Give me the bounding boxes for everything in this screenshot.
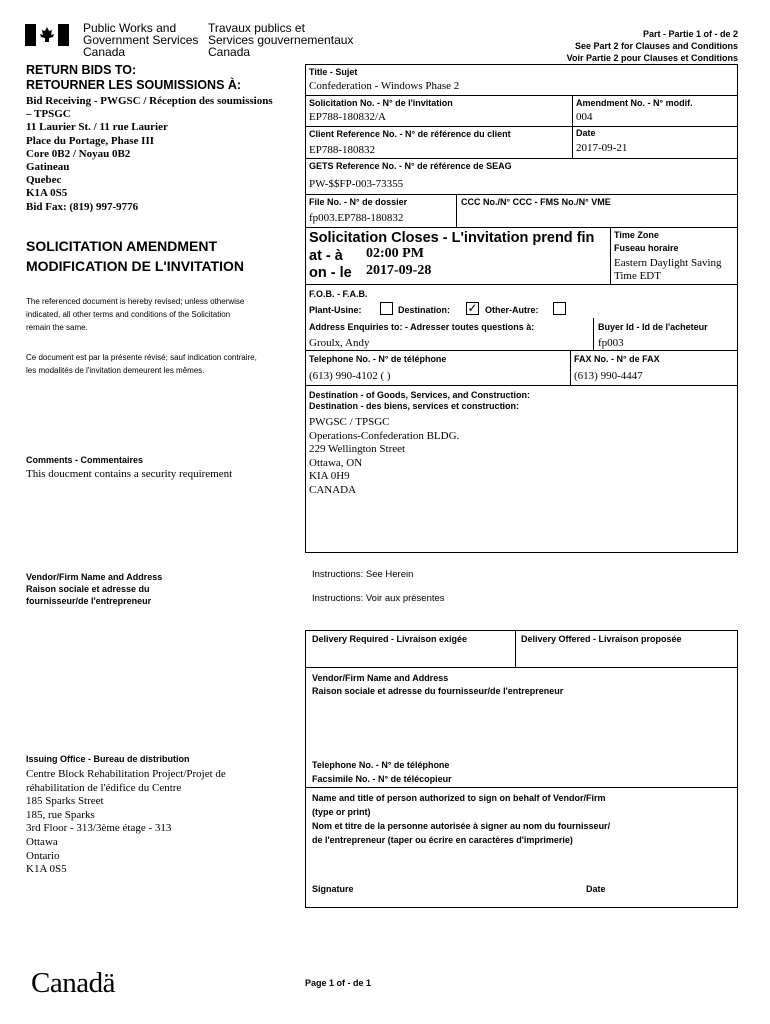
closes-time-value: 02:00 PM — [366, 246, 424, 261]
other-autre-checkbox[interactable] — [553, 302, 566, 315]
title-value: Confederation - Windows Phase 2 — [309, 80, 460, 92]
destination-label: Destination: — [398, 305, 451, 315]
closes-on-label: on - le — [309, 265, 352, 281]
page-number: Page 1 of - de 1 — [305, 978, 372, 988]
solicitation-no-label: Solicitation No. - N° de l'invitation — [309, 98, 453, 108]
amendment-no-label: Amendment No. - N° modif. — [576, 98, 693, 108]
issuing-office-address: Centre Block Rehabilitation Project/Projet de réhabilitation de l'édifice du Centre 185 Sparks Street 185, rue Sparks 3rd Floor - 313/3ème étage - 313 Ottawa Ontario K1A 0S5 — [26, 768, 226, 876]
amendment-note-fr: Ce document est par la présente révisé; sauf indication contraire, les modalités de l'invitation demeurent les mêmes. — [26, 353, 257, 375]
destination-goods-label: Destination - of Goods, Services, and Construction: Destination - des biens, services et construction: — [309, 390, 531, 411]
other-autre-label: Other-Autre: — [485, 305, 539, 315]
instructions-en: Instructions: See Herein — [312, 569, 414, 580]
checkmark-icon: ✓ — [467, 301, 478, 315]
buyer-id-label: Buyer Id - Id de l'acheteur — [598, 322, 708, 332]
address-enquiries-value: Groulx, Andy — [309, 337, 370, 349]
telephone-label: Telephone No. - N° de téléphone — [309, 354, 447, 364]
dept-name-fr: Travaux publics et Services gouvernementaux Canada — [208, 21, 354, 59]
delivery-required-label: Delivery Required - Livraison exigée — [312, 634, 468, 644]
telephone-value: (613) 990-4102 ( ) — [309, 370, 391, 382]
authorized-person-label: Name and title of person authorized to sign on behalf of Vendor/Firm (type or print) Nom et titre de la personne autorisée à signer au nom du fournisseur/ de l'entrepreneur (taper ou écrire en caractères d'imprimerie) — [312, 793, 611, 845]
fob-label: F.O.B. - F.A.B. — [309, 289, 368, 299]
gets-ref-value: PW-$$FP-003-73355 — [309, 178, 404, 190]
gets-ref-label: GETS Reference No. - N° de référence de SEAG — [309, 161, 512, 171]
issuing-office-label: Issuing Office - Bureau de distribution — [26, 754, 190, 764]
vendor-name-address-label: Vendor/Firm Name and Address Raison sociale et adresse du fournisseur/de l'entrepreneur — [312, 673, 564, 696]
vendor-telephone-label: Telephone No. - N° de téléphone Facsimile No. - N° de télécopieur — [312, 760, 452, 784]
closes-date-value: 2017-09-28 — [366, 263, 432, 278]
file-no-label: File No. - N° de dossier — [309, 197, 408, 207]
fax-label: FAX No. - N° de FAX — [574, 354, 660, 364]
closes-at-label: at - à — [309, 248, 343, 264]
delivery-offered-label: Delivery Offered - Livraison proposée — [521, 634, 682, 644]
plant-usine-checkbox[interactable] — [380, 302, 393, 315]
time-zone-label: Time Zone Fuseau horaire — [614, 230, 679, 253]
signature-date-label: Date — [586, 884, 606, 894]
ccc-no-label: CCC No./N° CCC - FMS No./N° VME — [461, 197, 611, 207]
canada-flag-icon — [25, 24, 69, 46]
part-indicator: Part - Partie 1 of - de 2 See Part 2 for Clauses and Conditions Voir Partie 2 pour Clauses et Conditions — [566, 29, 738, 63]
amendment-no-value: 004 — [576, 111, 593, 123]
canada-wordmark: Canadä — [31, 967, 115, 999]
instructions-fr: Instructions: Voir aux présentes — [312, 593, 445, 604]
solicitation-closes-title: Solicitation Closes - L'invitation prend fin — [309, 230, 595, 246]
plant-usine-label: Plant-Usine: — [309, 305, 362, 315]
title-label: Title - Sujet — [309, 67, 358, 77]
fax-value: (613) 990-4447 — [574, 370, 643, 382]
vendor-firm-label: Vendor/Firm Name and Address Raison sociale et adresse du fournisseur/de l'entrepreneur — [26, 572, 163, 606]
time-zone-value: Eastern Daylight Saving Time EDT — [614, 257, 722, 282]
date-value: 2017-09-21 — [576, 142, 628, 154]
comments-text: This doucment contains a security requirement — [26, 468, 233, 480]
file-no-value: fp003.EP788-180832 — [309, 212, 404, 224]
client-ref-value: EP788-180832 — [309, 144, 375, 156]
amendment-note-en: The referenced document is hereby revised; unless otherwise indicated, all other terms and conditions of the Solicitation remain the same. — [26, 297, 245, 332]
dept-name-en: Public Works and Government Services Canada — [83, 21, 199, 59]
destination-checkbox[interactable] — [466, 302, 479, 315]
comments-label: Comments - Commentaires — [26, 455, 144, 465]
client-ref-label: Client Reference No. - N° de référence du client — [309, 129, 511, 139]
return-bids-title: RETURN BIDS TO: RETOURNER LES SOUMISSIONS À: — [26, 63, 242, 92]
signature-label: Signature — [312, 884, 354, 894]
amendment-title: SOLICITATION AMENDMENT MODIFICATION DE L'INVITATION — [26, 238, 244, 274]
return-bids-address: Bid Receiving - PWGSC / Réception des soumissions – TPSGC 11 Laurier St. / 11 rue Laurier Place du Portage, Phase III Core 0B2 / Noyau 0B2 Gatineau Quebec K1A 0S5 Bid Fax: (819) 997-9776 — [26, 95, 273, 213]
solicitation-no-value: EP788-180832/A — [309, 111, 386, 123]
address-enquiries-label: Address Enquiries to: - Adresser toutes questions à: — [309, 322, 535, 332]
date-label: Date — [576, 128, 596, 138]
destination-address: PWGSC / TPSGC Operations-Confederation BLDG. 229 Wellington Street Ottawa, ON KIA 0H9 CANADA — [309, 416, 460, 496]
buyer-id-value: fp003 — [598, 337, 624, 349]
